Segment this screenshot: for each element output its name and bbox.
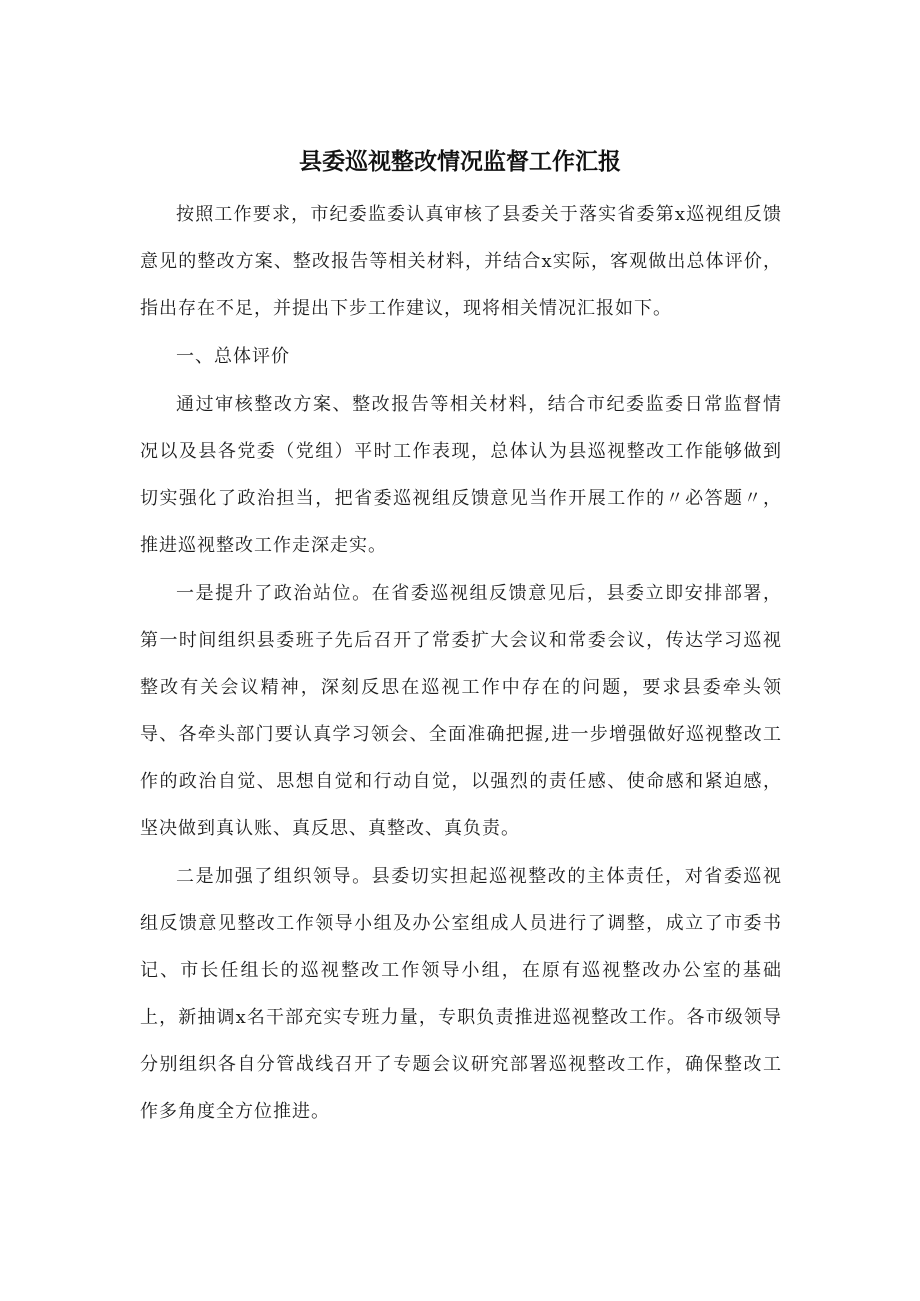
paragraph-overall-evaluation: 通过审核整改方案、整改报告等相关材料，结合市纪委监委日常监督情况以及县各党委（党组）平时工作表现，总体认为县巡视整改工作能够做到切实强化了政治担当，把省委巡视组反馈意见当作开展工作的〃必答题〃，推进巡视整改工作走深走实。 — [140, 394, 782, 556]
paragraph-organizational-leadership: 二是加强了组织领导。县委切实担起巡视整改的主体责任，对省委巡视组反馈意见整改工作领导小组及办公室组成人员进行了调整，成立了市委书记、市长任组长的巡视整改工作领导小组，在原有巡视整改办公室的基础上，新抽调x名干部充实专班力量，专职负责推进巡视整改工作。各市级领导分别组织各自分管战线召开了专题会议研究部署巡视整改工作，确保整改工作多角度全方位推进。 — [140, 866, 782, 1122]
document-body — [140, 191, 782, 1136]
document-title: 县委巡视整改情况监督工作汇报 — [299, 149, 621, 175]
paragraph-intro: 按照工作要求，市纪委监委认真审核了县委关于落实省委第x巡视组反馈意见的整改方案、整改报告等相关材料，并结合x实际，客观做出总体评价，指出存在不足，并提出下步工作建议，现将相关情况汇报如下。 — [140, 204, 782, 319]
section-heading-overall-evaluation: 一、总体评价 — [176, 346, 290, 367]
paragraph-political-standing: 一是提升了政治站位。在省委巡视组反馈意见后，县委立即安排部署，第一时间组织县委班子先后召开了常委扩大会议和常委会议，传达学习巡视整改有关会议精神，深刻反思在巡视工作中存在的问题，要求县委牵头领导、各牵头部门要认真学习领会、全面准确把握,进一步增强做好巡视整改工作的政治自觉、思想自觉和行动自觉，以强烈的责任感、使命感和紧迫感，坚决做到真认账、真反思、真整改、真负责。 — [140, 583, 782, 839]
